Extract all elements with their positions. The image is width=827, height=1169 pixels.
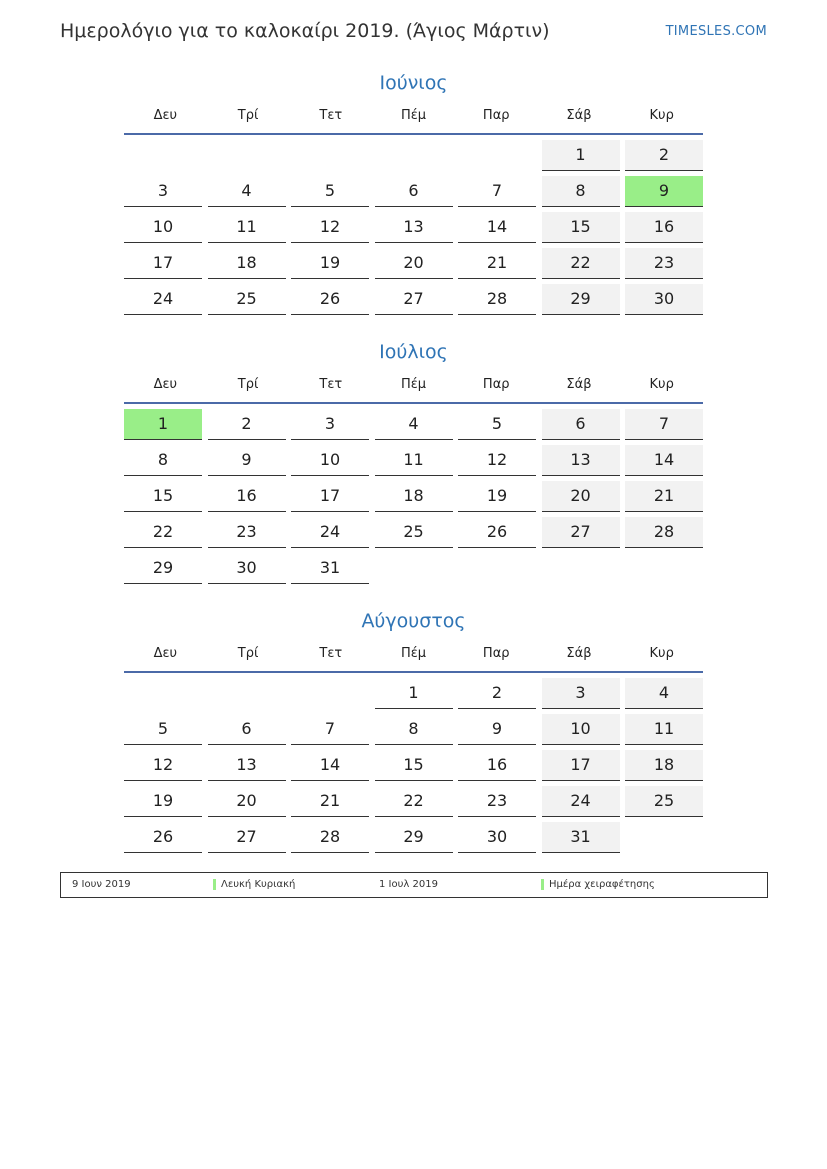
legend-date-2: 1 Ιουλ 2019 [379,879,438,890]
week-row [124,817,703,853]
day-cell: 26 [291,284,369,315]
day-cell: 20 [542,481,620,512]
day-cell: 19 [291,248,369,279]
day-cell [208,140,286,170]
weekday-label: Τρί [237,646,259,661]
day-cell: 15 [542,212,620,243]
day-cell: 6 [542,409,620,440]
day-cell [625,553,703,583]
day-cell: 12 [458,445,536,476]
day-cell [208,678,286,708]
day-cell: 31 [542,822,620,853]
day-cell: 10 [124,212,202,243]
week-row [124,548,703,584]
weekday-label: Σάβ [566,377,592,392]
day-cell: 18 [375,481,453,512]
day-cell: 14 [458,212,536,243]
weekday-label: Πέμ [400,646,427,661]
month-august [124,606,703,853]
week-row [124,440,703,476]
day-cell: 4 [375,409,453,440]
day-cell: 25 [208,284,286,315]
weekday-header [124,103,703,135]
weekday-label: Δευ [153,108,178,123]
weekday-label: Παρ [482,646,510,661]
day-cell: 5 [124,714,202,745]
day-cell: 16 [208,481,286,512]
day-cell: 10 [542,714,620,745]
day-cell: 19 [458,481,536,512]
day-cell [124,678,202,708]
week-row [124,476,703,512]
day-cell: 28 [291,822,369,853]
day-cell: 13 [542,445,620,476]
day-cell: 25 [375,517,453,548]
weekday-header [124,372,703,404]
weekday-label: Κυρ [649,646,674,661]
day-cell: 8 [375,714,453,745]
day-cell: 14 [291,750,369,781]
day-cell: 23 [208,517,286,548]
weekday-label: Σάβ [566,646,592,661]
day-cell: 3 [291,409,369,440]
day-cell: 25 [625,786,703,817]
day-cell: 7 [291,714,369,745]
day-cell [124,140,202,170]
week-row [124,243,703,279]
day-cell: 30 [625,284,703,315]
weekday-header [124,641,703,673]
day-cell: 10 [291,445,369,476]
weekday-label: Παρ [482,108,510,123]
day-cell: 6 [375,176,453,207]
week-row [124,781,703,817]
weekday-label: Δευ [153,377,178,392]
month-title: Ιούλιος [379,341,448,363]
day-cell: 9 [458,714,536,745]
day-cell: 5 [291,176,369,207]
weekday-label: Τετ [319,108,343,123]
day-cell [375,553,453,583]
day-cell [458,553,536,583]
day-cell: 3 [542,678,620,709]
day-cell [625,822,703,852]
day-cell: 17 [124,248,202,279]
weekday-label: Δευ [153,646,178,661]
brand-link[interactable]: TIMESLES.COM [665,24,767,39]
day-cell [291,140,369,170]
day-cell: 24 [542,786,620,817]
week-row [124,673,703,709]
day-cell: 4 [208,176,286,207]
weekday-label: Τετ [319,377,343,392]
day-cell: 11 [208,212,286,243]
day-cell: 3 [124,176,202,207]
day-cell [458,140,536,170]
day-cell: 11 [625,714,703,745]
day-cell: 17 [291,481,369,512]
week-row [124,404,703,440]
day-cell: 17 [542,750,620,781]
legend-date-1: 9 Ιουν 2019 [72,879,131,890]
day-cell: 15 [124,481,202,512]
day-cell: 19 [124,786,202,817]
day-cell: 9 [625,176,703,207]
day-cell: 30 [458,822,536,853]
day-cell: 29 [375,822,453,853]
day-cell: 26 [458,517,536,548]
day-cell: 22 [375,786,453,817]
legend-color-2 [541,879,544,890]
day-cell: 24 [124,284,202,315]
day-cell: 2 [625,140,703,171]
week-row [124,279,703,315]
day-cell: 31 [291,553,369,584]
day-cell [542,553,620,583]
day-cell: 26 [124,822,202,853]
day-cell: 13 [375,212,453,243]
day-cell: 1 [375,678,453,709]
legend-name-1: Λευκή Κυριακή [221,879,296,890]
day-cell: 28 [458,284,536,315]
weekday-label: Πέμ [400,377,427,392]
day-cell: 9 [208,445,286,476]
day-cell: 30 [208,553,286,584]
month-title: Ιούνιος [379,72,448,94]
day-cell: 8 [124,445,202,476]
day-cell: 29 [124,553,202,584]
day-cell: 24 [291,517,369,548]
day-cell: 16 [625,212,703,243]
day-cell: 22 [542,248,620,279]
day-cell: 20 [208,786,286,817]
page-title: Ημερολόγιο για το καλοκαίρι 2019. (Άγιος Μάρτιν) [60,20,550,42]
month-july [124,337,703,584]
day-cell: 18 [208,248,286,279]
day-cell: 22 [124,517,202,548]
day-cell: 27 [208,822,286,853]
day-cell: 2 [208,409,286,440]
day-cell: 29 [542,284,620,315]
week-row [124,171,703,207]
day-cell: 16 [458,750,536,781]
day-cell: 27 [375,284,453,315]
week-row [124,135,703,171]
legend-box [60,872,768,898]
week-row [124,207,703,243]
week-row [124,512,703,548]
weekday-label: Κυρ [649,377,674,392]
weekday-label: Κυρ [649,108,674,123]
day-cell: 15 [375,750,453,781]
day-cell: 14 [625,445,703,476]
day-cell: 6 [208,714,286,745]
day-cell: 23 [458,786,536,817]
day-cell: 13 [208,750,286,781]
day-cell: 1 [124,409,202,440]
weekday-label: Παρ [482,377,510,392]
day-cell: 21 [625,481,703,512]
weekday-label: Τρί [237,108,259,123]
day-cell: 21 [458,248,536,279]
week-row [124,709,703,745]
day-cell [291,678,369,708]
day-cell: 11 [375,445,453,476]
day-cell [375,140,453,170]
day-cell: 18 [625,750,703,781]
day-cell: 2 [458,678,536,709]
day-cell: 21 [291,786,369,817]
weekday-label: Τρί [237,377,259,392]
day-cell: 7 [625,409,703,440]
day-cell: 7 [458,176,536,207]
day-cell: 28 [625,517,703,548]
month-june [124,68,703,315]
legend-color-1 [213,879,216,890]
legend-name-2: Ημέρα χειραφέτησης [549,879,655,890]
weekday-label: Σάβ [566,108,592,123]
day-cell: 4 [625,678,703,709]
day-cell: 1 [542,140,620,171]
day-cell: 12 [291,212,369,243]
day-cell: 20 [375,248,453,279]
week-row [124,745,703,781]
day-cell: 5 [458,409,536,440]
weekday-label: Τετ [319,646,343,661]
weekday-label: Πέμ [400,108,427,123]
month-title: Αύγουστος [361,610,466,632]
day-cell: 8 [542,176,620,207]
day-cell: 23 [625,248,703,279]
day-cell: 27 [542,517,620,548]
day-cell: 12 [124,750,202,781]
